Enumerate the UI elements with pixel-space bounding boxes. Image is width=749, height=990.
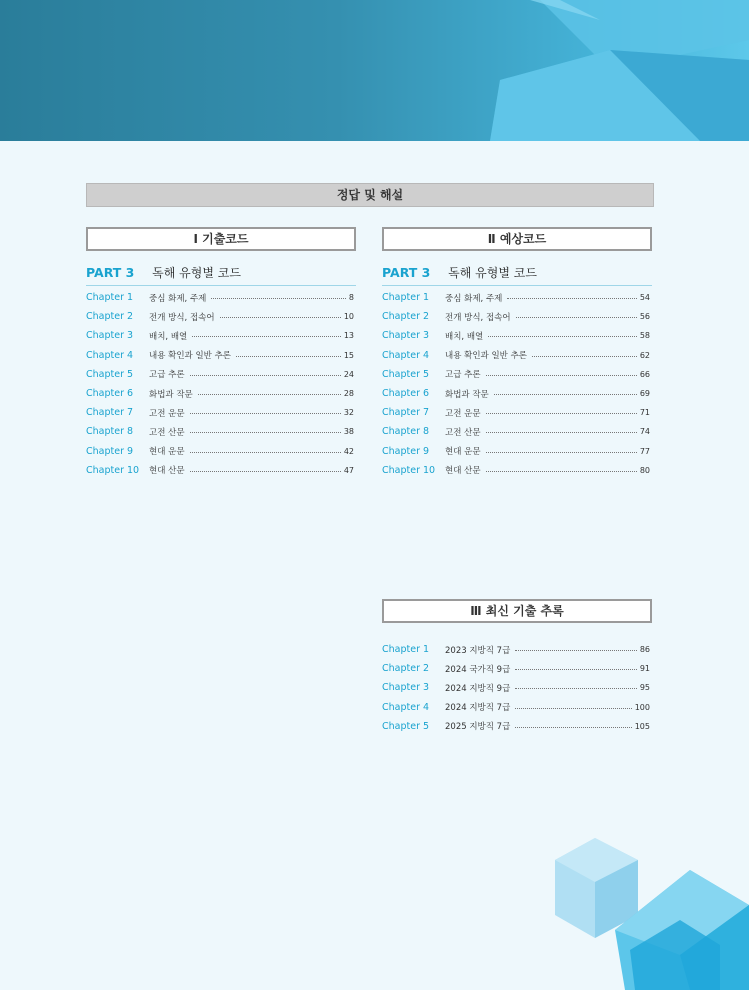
page-number: 10 [343,312,354,322]
toc-entry [382,698,650,717]
chapter-label: Chapter 2 [382,311,430,323]
dot-leader [486,413,637,414]
page-number: 66 [639,369,650,379]
dot-leader [515,669,637,670]
page-number: 105 [634,721,650,731]
page-number: 95 [639,683,650,693]
toc-entry [86,288,354,307]
toc-list-latest-exams [382,640,650,736]
dot-leader [515,688,637,689]
column-header-latest-exams: Ⅲ 최신 기출 추록 [382,599,652,623]
dot-leader [515,727,631,728]
dot-leader [507,298,636,299]
chapter-title: 현대 산문 [149,466,185,477]
toc-entry [86,422,354,441]
part-label: PART 3 [86,265,135,280]
chapter-title: 내용 확인과 일반 추론 [149,351,232,362]
chapter-title: 2023 지방직 7급 [445,645,511,656]
chapter-title: 현대 산문 [445,466,481,477]
dot-leader [192,336,341,337]
chapter-title: 내용 확인과 일반 추론 [445,351,528,362]
chapter-title: 고급 추론 [445,370,481,381]
dot-leader [515,708,631,709]
dot-leader [486,375,637,376]
toc-entry [86,326,354,345]
page-number: 74 [639,427,650,437]
page-number: 62 [639,350,650,360]
chapter-label: Chapter 1 [382,644,430,656]
dot-leader [486,471,637,472]
toc-entry [86,365,354,384]
toc-list-expected-codes [382,288,650,480]
dot-leader [515,650,637,651]
toc-entry [382,307,650,326]
chapter-label: Chapter 5 [86,368,134,380]
page-number: 8 [348,293,354,303]
column-header-past-codes: Ⅰ 기출코드 [86,227,356,251]
chapter-title: 2025 지방직 7급 [445,722,511,733]
toc-entry [382,365,650,384]
chapter-label: Chapter 1 [382,292,430,304]
chapter-label: Chapter 7 [86,407,134,419]
dot-leader [494,394,637,395]
column-header-expected-codes: Ⅱ 예상코드 [382,227,652,251]
toc-entry [382,326,650,345]
chapter-label: Chapter 3 [86,330,134,342]
page-number: 80 [639,465,650,475]
chapter-label: Chapter 6 [86,388,134,400]
toc-entry [86,384,354,403]
toc-entry [382,422,650,441]
chapter-title: 고전 운문 [445,408,481,419]
chapter-label: Chapter 2 [86,311,134,323]
part-label: PART 3 [382,265,431,280]
chapter-label: Chapter 9 [382,445,430,457]
chapter-title: 전개 방식, 접속어 [149,312,215,323]
part-title: 독해 유형별 코드 [152,266,241,280]
page-number: 100 [634,702,650,712]
chapter-label: Chapter 4 [382,701,430,713]
decorative-cubes-bottom [540,830,749,990]
chapter-label: Chapter 2 [382,663,430,675]
toc-entry [382,384,650,403]
chapter-title: 배치, 배열 [149,331,188,342]
dot-leader [198,394,341,395]
page-number: 15 [343,350,354,360]
dot-leader [220,317,341,318]
page-number: 56 [639,312,650,322]
chapter-title: 2024 지방직 7급 [445,703,511,714]
chapter-title: 고전 산문 [445,427,481,438]
toc-entry [382,640,650,659]
toc-entry [86,346,354,365]
dot-leader [516,317,637,318]
part-title: 독해 유형별 코드 [448,266,537,280]
chapter-title: 고급 추론 [149,370,185,381]
dot-leader [190,413,341,414]
page-number: 24 [343,369,354,379]
dot-leader [236,356,341,357]
chapter-label: Chapter 10 [86,464,140,476]
toc-entry [382,442,650,461]
page-number: 91 [639,664,650,674]
dot-leader [190,471,341,472]
chapter-label: Chapter 3 [382,330,430,342]
toc-entry [382,717,650,736]
part-heading [382,264,652,286]
toc-entry [382,678,650,697]
dot-leader [488,336,637,337]
chapter-title: 2024 국가직 9급 [445,664,511,675]
dot-leader [211,298,346,299]
dot-leader [190,432,341,433]
chapter-title: 화법과 작문 [445,389,489,400]
toc-entry [86,403,354,422]
chapter-title: 배치, 배열 [445,331,484,342]
chapter-label: Chapter 10 [382,464,436,476]
dot-leader [190,375,341,376]
chapter-title: 2024 지방직 9급 [445,683,511,694]
toc-entry [86,442,354,461]
chapter-label: Chapter 1 [86,292,134,304]
page-number: 38 [343,427,354,437]
chapter-title: 고전 운문 [149,408,185,419]
page-number: 47 [343,465,354,475]
dot-leader [486,452,637,453]
toc-list-past-codes [86,288,354,480]
page-number: 28 [343,389,354,399]
toc-entry [382,288,650,307]
dot-leader [190,452,341,453]
chapter-label: Chapter 4 [382,349,430,361]
chapter-label: Chapter 8 [382,426,430,438]
page-number: 13 [343,331,354,341]
part-heading [86,264,356,286]
toc-entry [382,403,650,422]
chapter-label: Chapter 6 [382,388,430,400]
chapter-title: 중심 화제, 주제 [445,293,503,304]
page-number: 32 [343,408,354,418]
page-number: 77 [639,446,650,456]
chapter-title: 고전 산문 [149,427,185,438]
chapter-title: 화법과 작문 [149,389,193,400]
chapter-title: 현대 운문 [445,447,481,458]
chapter-label: Chapter 4 [86,349,134,361]
page-number: 86 [639,645,650,655]
toc-entry [382,659,650,678]
toc-entry [86,461,354,480]
chapter-label: Chapter 8 [86,426,134,438]
chapter-label: Chapter 3 [382,682,430,694]
chapter-label: Chapter 9 [86,445,134,457]
page-number: 71 [639,408,650,418]
page-number: 42 [343,446,354,456]
chapter-title: 중심 화제, 주제 [149,293,207,304]
header-banner [0,0,749,141]
chapter-label: Chapter 7 [382,407,430,419]
toc-entry [86,307,354,326]
chapter-title: 현대 운문 [149,447,185,458]
chapter-title: 전개 방식, 접속어 [445,312,511,323]
dot-leader [532,356,637,357]
decorative-cubes [0,0,749,141]
toc-entry [382,461,650,480]
page-number: 58 [639,331,650,341]
section-title: 정답 및 해설 [86,183,654,207]
page-number: 69 [639,389,650,399]
dot-leader [486,432,637,433]
chapter-label: Chapter 5 [382,720,430,732]
toc-entry [382,346,650,365]
chapter-label: Chapter 5 [382,368,430,380]
page-number: 54 [639,293,650,303]
